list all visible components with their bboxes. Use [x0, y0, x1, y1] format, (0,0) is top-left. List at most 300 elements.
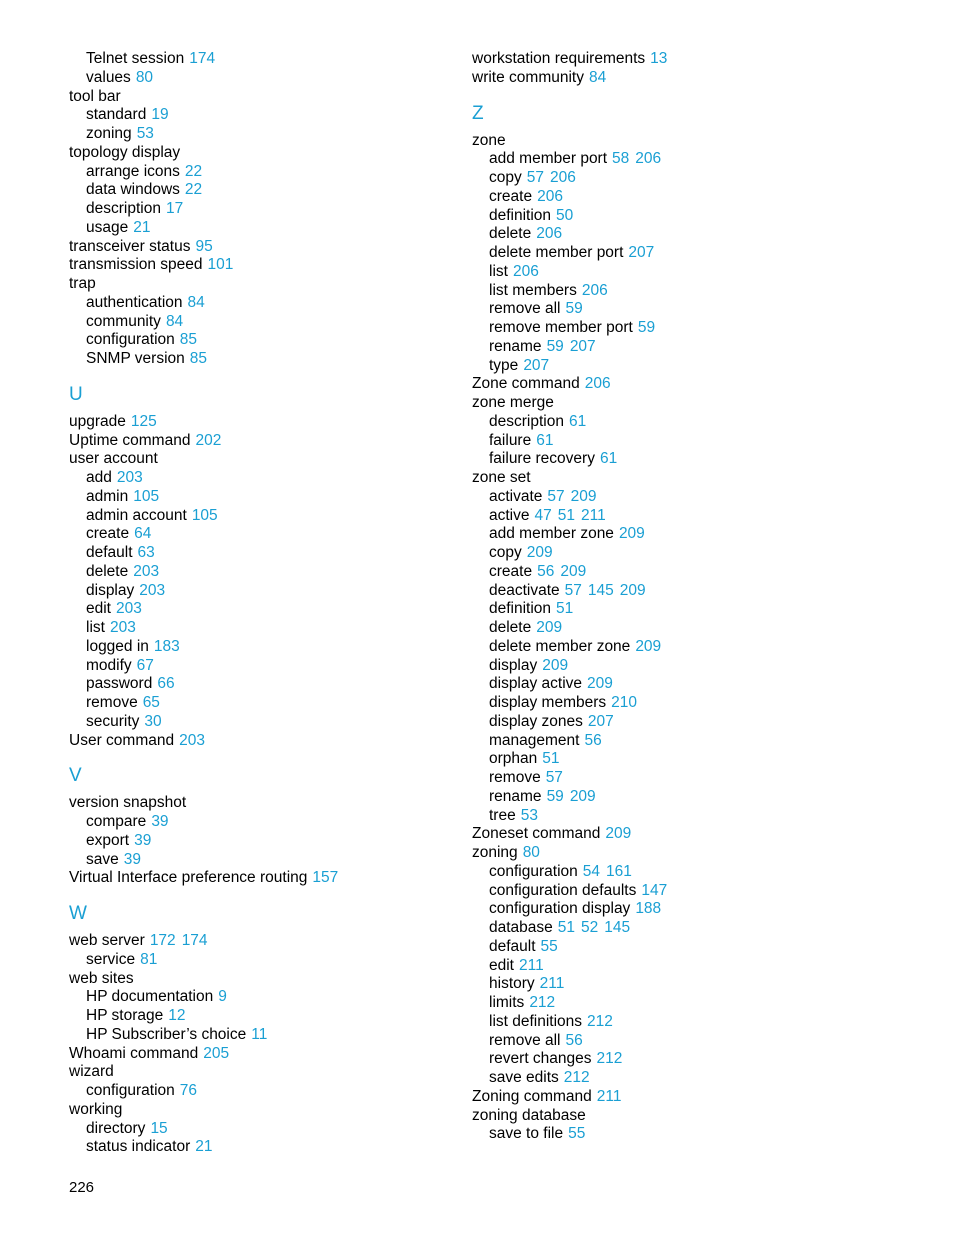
page-references — [175, 1082, 197, 1099]
page-references — [145, 932, 208, 949]
index-entry — [472, 1107, 872, 1126]
index-term: save edits — [489, 1069, 559, 1086]
page-link[interactable]: 54 — [582, 862, 601, 880]
index-term: authentication — [86, 293, 183, 311]
index-term: password — [86, 675, 153, 693]
page-references — [129, 525, 151, 542]
index-term: definition — [489, 600, 552, 618]
page-link[interactable]: 211 — [581, 506, 606, 524]
page-references — [112, 469, 143, 486]
index-term: remove — [86, 694, 138, 711]
page-references — [128, 563, 159, 580]
page-link[interactable]: 47 — [534, 506, 552, 524]
page-link[interactable]: 30 — [144, 712, 162, 730]
index-term: list definitions — [489, 1012, 583, 1030]
page-references — [161, 200, 183, 217]
index-term: web sites — [69, 969, 134, 987]
index-subentry — [69, 331, 469, 350]
page-link[interactable]: 211 — [539, 975, 565, 993]
index-term: HP Subscriber’s choice — [86, 1025, 247, 1043]
page-references — [522, 169, 576, 186]
index-term: default — [489, 937, 536, 955]
page-link[interactable]: 125 — [130, 412, 157, 430]
index-subentry — [472, 225, 872, 244]
page-link[interactable]: 209 — [542, 656, 569, 674]
page-link[interactable]: 19 — [151, 106, 169, 124]
index-term: compare — [86, 813, 147, 830]
index-term: display members — [489, 694, 607, 711]
index-term: configuration — [86, 1082, 175, 1099]
index-subentry — [472, 1069, 872, 1088]
page-references — [623, 244, 654, 261]
index-term: default — [86, 544, 133, 561]
index-entry — [69, 869, 469, 888]
index-subentry — [472, 900, 872, 919]
index-term: write community — [472, 68, 584, 86]
page-link[interactable]: 211 — [519, 956, 544, 974]
page-link[interactable]: 207 — [569, 337, 596, 355]
index-subentry — [472, 300, 872, 319]
page-references — [551, 600, 573, 617]
index-subentry — [472, 657, 872, 676]
index-entry — [69, 970, 469, 989]
page-references — [607, 150, 661, 167]
page-link[interactable]: 205 — [203, 1044, 230, 1062]
page-references — [530, 507, 606, 524]
page-references — [246, 1026, 267, 1043]
index-subentry — [472, 207, 872, 226]
index-term: list — [86, 619, 105, 636]
page-link[interactable]: 101 — [207, 256, 234, 274]
page-link[interactable]: 22 — [184, 181, 203, 199]
page-references — [542, 488, 596, 505]
page-link[interactable]: 206 — [550, 169, 576, 186]
index-term: topology display — [69, 143, 181, 161]
page-references — [152, 675, 174, 692]
index-term: active — [489, 506, 530, 524]
index-subentry — [472, 919, 872, 938]
index-subentry — [69, 1026, 469, 1045]
page-references — [134, 582, 165, 599]
page-link[interactable]: 51 — [542, 750, 560, 768]
index-term: data windows — [86, 181, 180, 199]
section-letter-heading: U — [69, 383, 83, 405]
index-subentry — [69, 638, 469, 657]
page-link[interactable]: 161 — [606, 862, 632, 880]
page-link[interactable]: 209 — [560, 562, 587, 580]
index-term: Virtual Interface preference routing — [69, 869, 308, 887]
index-term: activate — [489, 487, 543, 505]
page-references — [128, 219, 150, 236]
page-link[interactable]: 211 — [596, 1087, 622, 1105]
index-subentry — [69, 488, 469, 507]
index-subentry — [472, 488, 872, 507]
index-subentry — [472, 1013, 872, 1032]
index-subentry — [472, 1050, 872, 1069]
page-references — [531, 619, 562, 636]
page-references — [630, 638, 661, 655]
page-references — [563, 1125, 585, 1142]
page-link[interactable]: 13 — [650, 50, 668, 67]
page-references — [307, 869, 338, 886]
page-link[interactable]: 84 — [187, 293, 205, 311]
page-references — [514, 957, 544, 974]
index-entry — [69, 88, 469, 107]
page-link[interactable]: 84 — [588, 68, 607, 86]
page-link[interactable]: 51 — [556, 600, 574, 618]
page-references — [180, 181, 202, 198]
page-link[interactable]: 183 — [153, 637, 180, 655]
index-term: edit — [86, 600, 111, 618]
page-link[interactable]: 209 — [587, 675, 613, 693]
index-term: create — [86, 525, 130, 543]
index-term: working — [69, 1100, 123, 1118]
page-references — [577, 282, 608, 299]
page-references — [508, 263, 539, 280]
index-term: display — [489, 656, 538, 674]
index-subentry — [472, 957, 872, 976]
index-term: limits — [489, 994, 525, 1011]
page-references — [592, 1050, 623, 1067]
page-link[interactable]: 207 — [523, 356, 550, 374]
index-entry — [69, 144, 469, 163]
page-link[interactable]: 145 — [604, 919, 631, 936]
index-subentry — [69, 1138, 469, 1157]
page-link[interactable]: 209 — [635, 637, 662, 655]
page-references — [131, 69, 153, 86]
page-link[interactable]: 212 — [587, 1012, 613, 1030]
page-link[interactable]: 50 — [556, 206, 574, 224]
page-link[interactable]: 212 — [529, 994, 556, 1011]
page-references — [582, 1013, 613, 1030]
index-subentry — [69, 219, 469, 238]
page-link[interactable]: 206 — [537, 187, 563, 205]
page-link[interactable]: 209 — [618, 525, 645, 543]
index-term: standard — [86, 106, 147, 124]
page-link[interactable]: 105 — [133, 487, 160, 505]
page-link[interactable]: 85 — [179, 331, 198, 349]
page-link[interactable]: 59 — [546, 337, 564, 355]
page-references — [128, 488, 159, 505]
page-references — [190, 238, 212, 255]
page-link[interactable]: 17 — [165, 200, 184, 217]
index-term: add member port — [489, 150, 608, 168]
page-link[interactable]: 51 — [557, 506, 575, 524]
page-link[interactable]: 57 — [526, 169, 544, 186]
index-term: list members — [489, 281, 577, 299]
page-references — [132, 657, 154, 674]
index-subentry — [69, 951, 469, 970]
index-subentry — [472, 263, 872, 282]
index-term: modify — [86, 656, 132, 674]
page-link[interactable]: 67 — [136, 656, 154, 674]
page-references — [600, 825, 631, 842]
page-link[interactable]: 39 — [123, 850, 141, 868]
page-link[interactable]: 76 — [179, 1082, 198, 1099]
index-term: display — [86, 581, 135, 599]
page-link[interactable]: 61 — [568, 412, 587, 430]
page-link[interactable]: 209 — [569, 787, 596, 805]
page-references — [595, 450, 617, 467]
page-references — [578, 863, 632, 880]
page-link[interactable]: 202 — [195, 431, 222, 449]
index-term: create — [489, 562, 533, 580]
page-references — [531, 432, 553, 449]
index-column-right — [472, 50, 872, 1144]
page-references — [163, 1007, 185, 1024]
index-subentry — [472, 282, 872, 301]
page-link[interactable]: 52 — [581, 919, 599, 936]
index-subentry — [69, 507, 469, 526]
page-link[interactable]: 95 — [195, 237, 213, 255]
page-references — [553, 919, 630, 936]
page-references — [537, 657, 568, 674]
index-entry — [472, 375, 872, 394]
page-link[interactable]: 61 — [536, 431, 554, 449]
page-link[interactable]: 203 — [139, 581, 166, 599]
index-subentry — [69, 69, 469, 88]
index-term: upgrade — [69, 412, 126, 430]
index-subentry — [69, 1120, 469, 1139]
page-link[interactable]: 12 — [168, 1007, 186, 1024]
page-link[interactable]: 203 — [133, 562, 160, 580]
page-link[interactable]: 209 — [605, 825, 632, 843]
page-references — [522, 544, 553, 561]
index-subentry — [69, 563, 469, 582]
index-column-left — [69, 50, 469, 1157]
page-link[interactable]: 59 — [546, 787, 564, 805]
index-subentry — [69, 125, 469, 144]
page-references — [129, 832, 151, 849]
index-term: configuration display — [489, 900, 631, 918]
page-link[interactable]: 57 — [564, 581, 582, 599]
page-link[interactable]: 84 — [165, 312, 184, 330]
section-letter-heading: V — [69, 765, 82, 787]
index-subentry — [69, 181, 469, 200]
index-subentry — [472, 450, 872, 469]
page-references — [551, 207, 573, 224]
index-term: orphan — [489, 750, 538, 768]
index-subentry — [472, 788, 872, 807]
page-link[interactable]: 65 — [142, 694, 160, 711]
index-term: status indicator — [86, 1138, 191, 1156]
page-link[interactable]: 203 — [116, 600, 142, 618]
index-term: deactivate — [489, 581, 560, 599]
index-term: User command — [69, 731, 175, 749]
page-references — [561, 1032, 583, 1049]
index-subentry — [472, 338, 872, 357]
section-letter-heading: W — [69, 903, 87, 924]
index-term: directory — [86, 1119, 146, 1137]
page-references — [213, 988, 227, 1005]
page-link[interactable]: 105 — [191, 506, 218, 524]
page-link[interactable]: 55 — [568, 1125, 586, 1143]
index-term: workstation requirements — [472, 50, 646, 67]
index-subentry — [472, 544, 872, 563]
page-references — [537, 750, 559, 767]
index-subentry — [69, 294, 469, 313]
index-entry — [69, 238, 469, 257]
page-link[interactable]: 61 — [599, 450, 618, 468]
page-references — [185, 350, 207, 367]
page-link[interactable]: 206 — [536, 225, 563, 243]
page-references — [541, 769, 563, 786]
index-entry — [69, 932, 469, 951]
page-link[interactable]: 56 — [584, 731, 602, 749]
index-term: Zoneset command — [472, 825, 601, 843]
page-link[interactable]: 39 — [151, 813, 169, 830]
page-link[interactable]: 207 — [628, 244, 655, 261]
index-subentry — [472, 975, 872, 994]
page-references — [582, 675, 613, 692]
index-subentry — [472, 150, 872, 169]
page-link[interactable]: 57 — [545, 769, 563, 786]
index-term: edit — [489, 956, 514, 974]
page-references — [559, 1069, 590, 1086]
page-link[interactable]: 39 — [134, 831, 152, 849]
index-subentry — [472, 169, 872, 188]
index-term: definition — [489, 206, 552, 224]
page-link[interactable]: 56 — [565, 1031, 583, 1049]
index-term: save to file — [489, 1125, 564, 1143]
page-references — [606, 694, 637, 711]
page-link[interactable]: 53 — [520, 806, 538, 824]
index-subentry — [69, 675, 469, 694]
page-link[interactable]: 59 — [565, 300, 583, 318]
index-subentry — [69, 163, 469, 182]
page-link[interactable]: 210 — [611, 694, 638, 711]
page-references — [579, 732, 601, 749]
page-link[interactable]: 15 — [150, 1119, 168, 1137]
index-term: description — [489, 412, 564, 430]
page-link[interactable]: 203 — [179, 731, 205, 749]
index-subentry — [69, 600, 469, 619]
page-link[interactable]: 80 — [522, 844, 540, 861]
page-link[interactable]: 206 — [581, 281, 608, 299]
index-subentry — [69, 1007, 469, 1026]
index-entry — [69, 275, 469, 294]
page-link[interactable]: 22 — [184, 162, 203, 180]
page-references — [161, 313, 183, 330]
index-term: description — [86, 200, 161, 217]
page-link[interactable]: 212 — [596, 1050, 623, 1068]
page-link[interactable]: 209 — [619, 581, 646, 599]
page-link[interactable]: 55 — [540, 937, 558, 955]
page-link[interactable]: 21 — [195, 1138, 213, 1156]
page-link[interactable]: 53 — [136, 125, 154, 142]
page-references — [111, 600, 142, 617]
index-term: arrange icons — [86, 162, 180, 180]
page-link[interactable]: 57 — [547, 487, 565, 505]
index-term: transceiver status — [69, 237, 191, 255]
page-link[interactable]: 203 — [109, 619, 136, 636]
page-link[interactable]: 206 — [512, 262, 539, 280]
page-references — [105, 619, 136, 636]
index-term: values — [86, 68, 131, 86]
page-link[interactable]: 80 — [135, 68, 154, 86]
index-term: community — [86, 312, 161, 330]
index-term: copy — [489, 544, 522, 561]
page-link[interactable]: 212 — [563, 1069, 590, 1086]
page-link[interactable]: 59 — [637, 319, 656, 336]
page-link[interactable]: 11 — [251, 1025, 268, 1043]
page-link[interactable]: 203 — [116, 469, 143, 486]
index-subentry — [472, 1125, 872, 1144]
page-link[interactable]: 174 — [181, 932, 208, 949]
index-term: delete member zone — [489, 637, 631, 655]
index-term: tree — [489, 806, 516, 824]
page-link[interactable]: 63 — [137, 544, 155, 561]
page-references — [532, 563, 586, 580]
page-link[interactable]: 66 — [157, 675, 175, 693]
page-link[interactable]: 21 — [133, 218, 151, 236]
page-link[interactable]: 209 — [536, 619, 563, 636]
index-term: revert changes — [489, 1050, 592, 1068]
index-subentry — [69, 350, 469, 369]
page-link[interactable]: 172 — [149, 932, 176, 949]
index-term: HP documentation — [86, 988, 214, 1006]
index-subentry — [472, 863, 872, 882]
index-subentry — [472, 938, 872, 957]
page-link[interactable]: 206 — [584, 375, 611, 393]
page-references — [518, 844, 540, 861]
page-link[interactable]: 58 — [612, 150, 630, 168]
index-term: Whoami command — [69, 1044, 199, 1062]
page-link[interactable]: 174 — [189, 50, 216, 67]
page-link[interactable]: 85 — [189, 350, 208, 367]
index-term: copy — [489, 169, 522, 186]
index-entry — [472, 825, 872, 844]
index-subentry — [69, 851, 469, 870]
page-link[interactable]: 9 — [218, 988, 227, 1006]
index-term: add member zone — [489, 525, 614, 543]
page-references — [132, 125, 154, 142]
index-entry — [69, 1045, 469, 1064]
page-references — [630, 900, 661, 917]
page-references — [190, 432, 221, 449]
page-link[interactable]: 81 — [140, 950, 158, 968]
page-link[interactable]: 51 — [557, 919, 576, 936]
index-subentry — [69, 1082, 469, 1101]
index-term: transmission speed — [69, 256, 203, 274]
page-link[interactable]: 206 — [635, 150, 662, 168]
index-term: trap — [69, 275, 96, 292]
page-link[interactable]: 188 — [635, 900, 662, 918]
index-entry — [472, 1088, 872, 1107]
page-references — [645, 50, 667, 67]
page-link[interactable]: 207 — [587, 712, 614, 730]
page-link[interactable]: 64 — [134, 525, 152, 543]
page-link[interactable]: 209 — [526, 544, 553, 561]
index-term: rename — [489, 337, 542, 355]
page-link[interactable]: 157 — [312, 869, 339, 887]
index-subentry — [472, 638, 872, 657]
page-link[interactable]: 145 — [587, 581, 614, 599]
index-subentry — [472, 769, 872, 788]
index-term: zoning database — [472, 1106, 586, 1124]
index-term: admin account — [86, 506, 187, 524]
page-link[interactable]: 209 — [570, 487, 597, 505]
page-references — [636, 882, 667, 899]
index-term: zoning — [86, 125, 132, 142]
page-references — [584, 69, 606, 86]
page-references — [139, 713, 161, 730]
page-references — [580, 375, 611, 392]
page-link[interactable]: 147 — [641, 881, 668, 899]
index-subentry — [69, 582, 469, 601]
index-term: user account — [69, 450, 158, 468]
page-link[interactable]: 56 — [537, 562, 555, 580]
